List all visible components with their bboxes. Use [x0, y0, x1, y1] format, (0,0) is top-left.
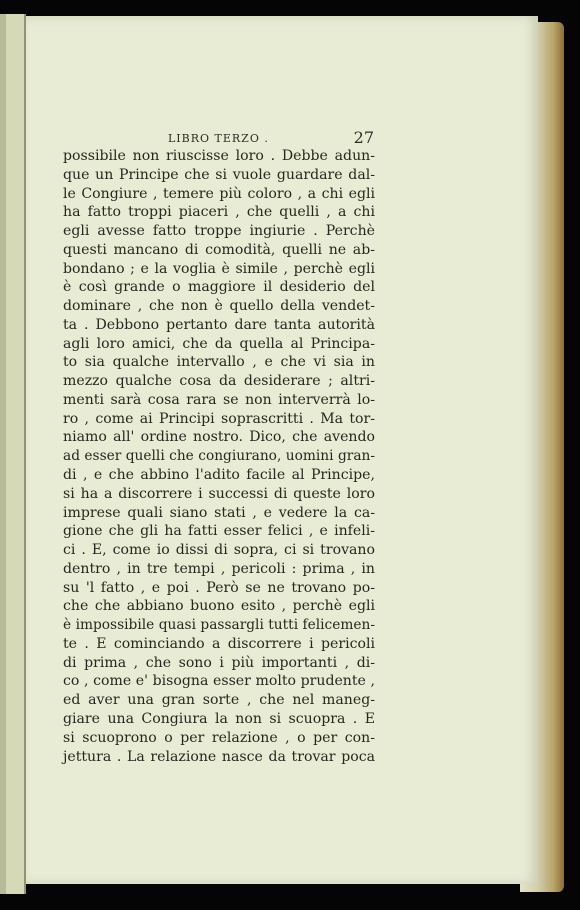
text-line: questi mancano di comodità, quelli ne ab- — [63, 241, 375, 258]
text-line: su 'l fatto , e poi . Però se ne trovano po- — [63, 579, 375, 596]
text-line: ci . E, come io dissi di sopra, ci si trovano — [63, 542, 375, 559]
text-line: si scuoprono o per relazione , o per con- — [63, 729, 375, 746]
page-number: 27 — [353, 128, 374, 147]
text-line: si ha a discorrere i successi di queste loro — [63, 485, 375, 502]
text-line: dominare , che non è quello della vendet- — [63, 298, 375, 315]
text-line: que un Principe che si vuole guardare dal- — [63, 166, 375, 183]
text-line: le Congiure , temere più coloro , a chi egli — [63, 185, 375, 202]
text-line: jettura . La relazione nasce da trovar poca — [63, 748, 375, 765]
text-line: gione che gli ha fatti esser felici , e infeli- — [63, 523, 375, 540]
text-line: di , e che abbino l'adito facile al Principe, — [63, 467, 375, 484]
body-text — [63, 147, 375, 766]
text-line: di prima , che sono i più importanti , di- — [63, 654, 375, 671]
text-line: ro , come ai Principi soprascritti . Ma tor- — [63, 410, 375, 427]
text-line: è così grande o maggiore il desiderio del — [63, 279, 375, 296]
text-line: che che abbiano buono esito , perchè egli — [63, 598, 375, 615]
text-line: ta . Debbono pertanto dare tanta autorità — [63, 316, 375, 333]
text-line: ed aver una gran sorte , che nel maneg- — [63, 692, 375, 709]
text-line: ad esser quelli che congiurano, uomini gran- — [63, 448, 375, 465]
text-line: to sia qualche intervallo , e che vi sia in — [63, 354, 375, 371]
text-line: te . E cominciando a discorrere i pericoli — [63, 635, 375, 652]
text-line: giare una Congiura la non si scuopra . E — [63, 710, 375, 727]
text-line: niamo all' ordine nostro. Dico, che avendo — [63, 429, 375, 446]
running-title: LIBRO TERZO . — [168, 132, 269, 145]
text-line: bondano ; e la voglia è simile , perchè egli — [63, 260, 375, 277]
text-line: agli loro amici, che da quella al Principa- — [63, 335, 375, 352]
text-line: possibile non riuscisse loro . Debbe adun- — [63, 148, 375, 164]
text-line: menti sarà cosa rara se non interverrà lo- — [63, 391, 375, 408]
text-line: ha fatto troppi piaceri , che quelli , a chi — [63, 204, 375, 221]
text-line: imprese quali siano stati , e vedere la ca- — [63, 504, 375, 521]
running-header — [168, 130, 374, 148]
text-line: co , come e' bisogna esser molto prudente , — [63, 673, 375, 690]
book-spine-shadow — [0, 14, 6, 894]
text-line: è impossibile quasi passargli tutti felicemen- — [63, 617, 375, 634]
text-line: dentro , in tre tempi , pericoli : prima , in — [63, 560, 375, 577]
text-line: egli avesse fatto troppe ingiurie . Perchè — [63, 223, 375, 240]
text-line: mezzo qualche cosa da desiderare ; altri- — [63, 373, 375, 390]
